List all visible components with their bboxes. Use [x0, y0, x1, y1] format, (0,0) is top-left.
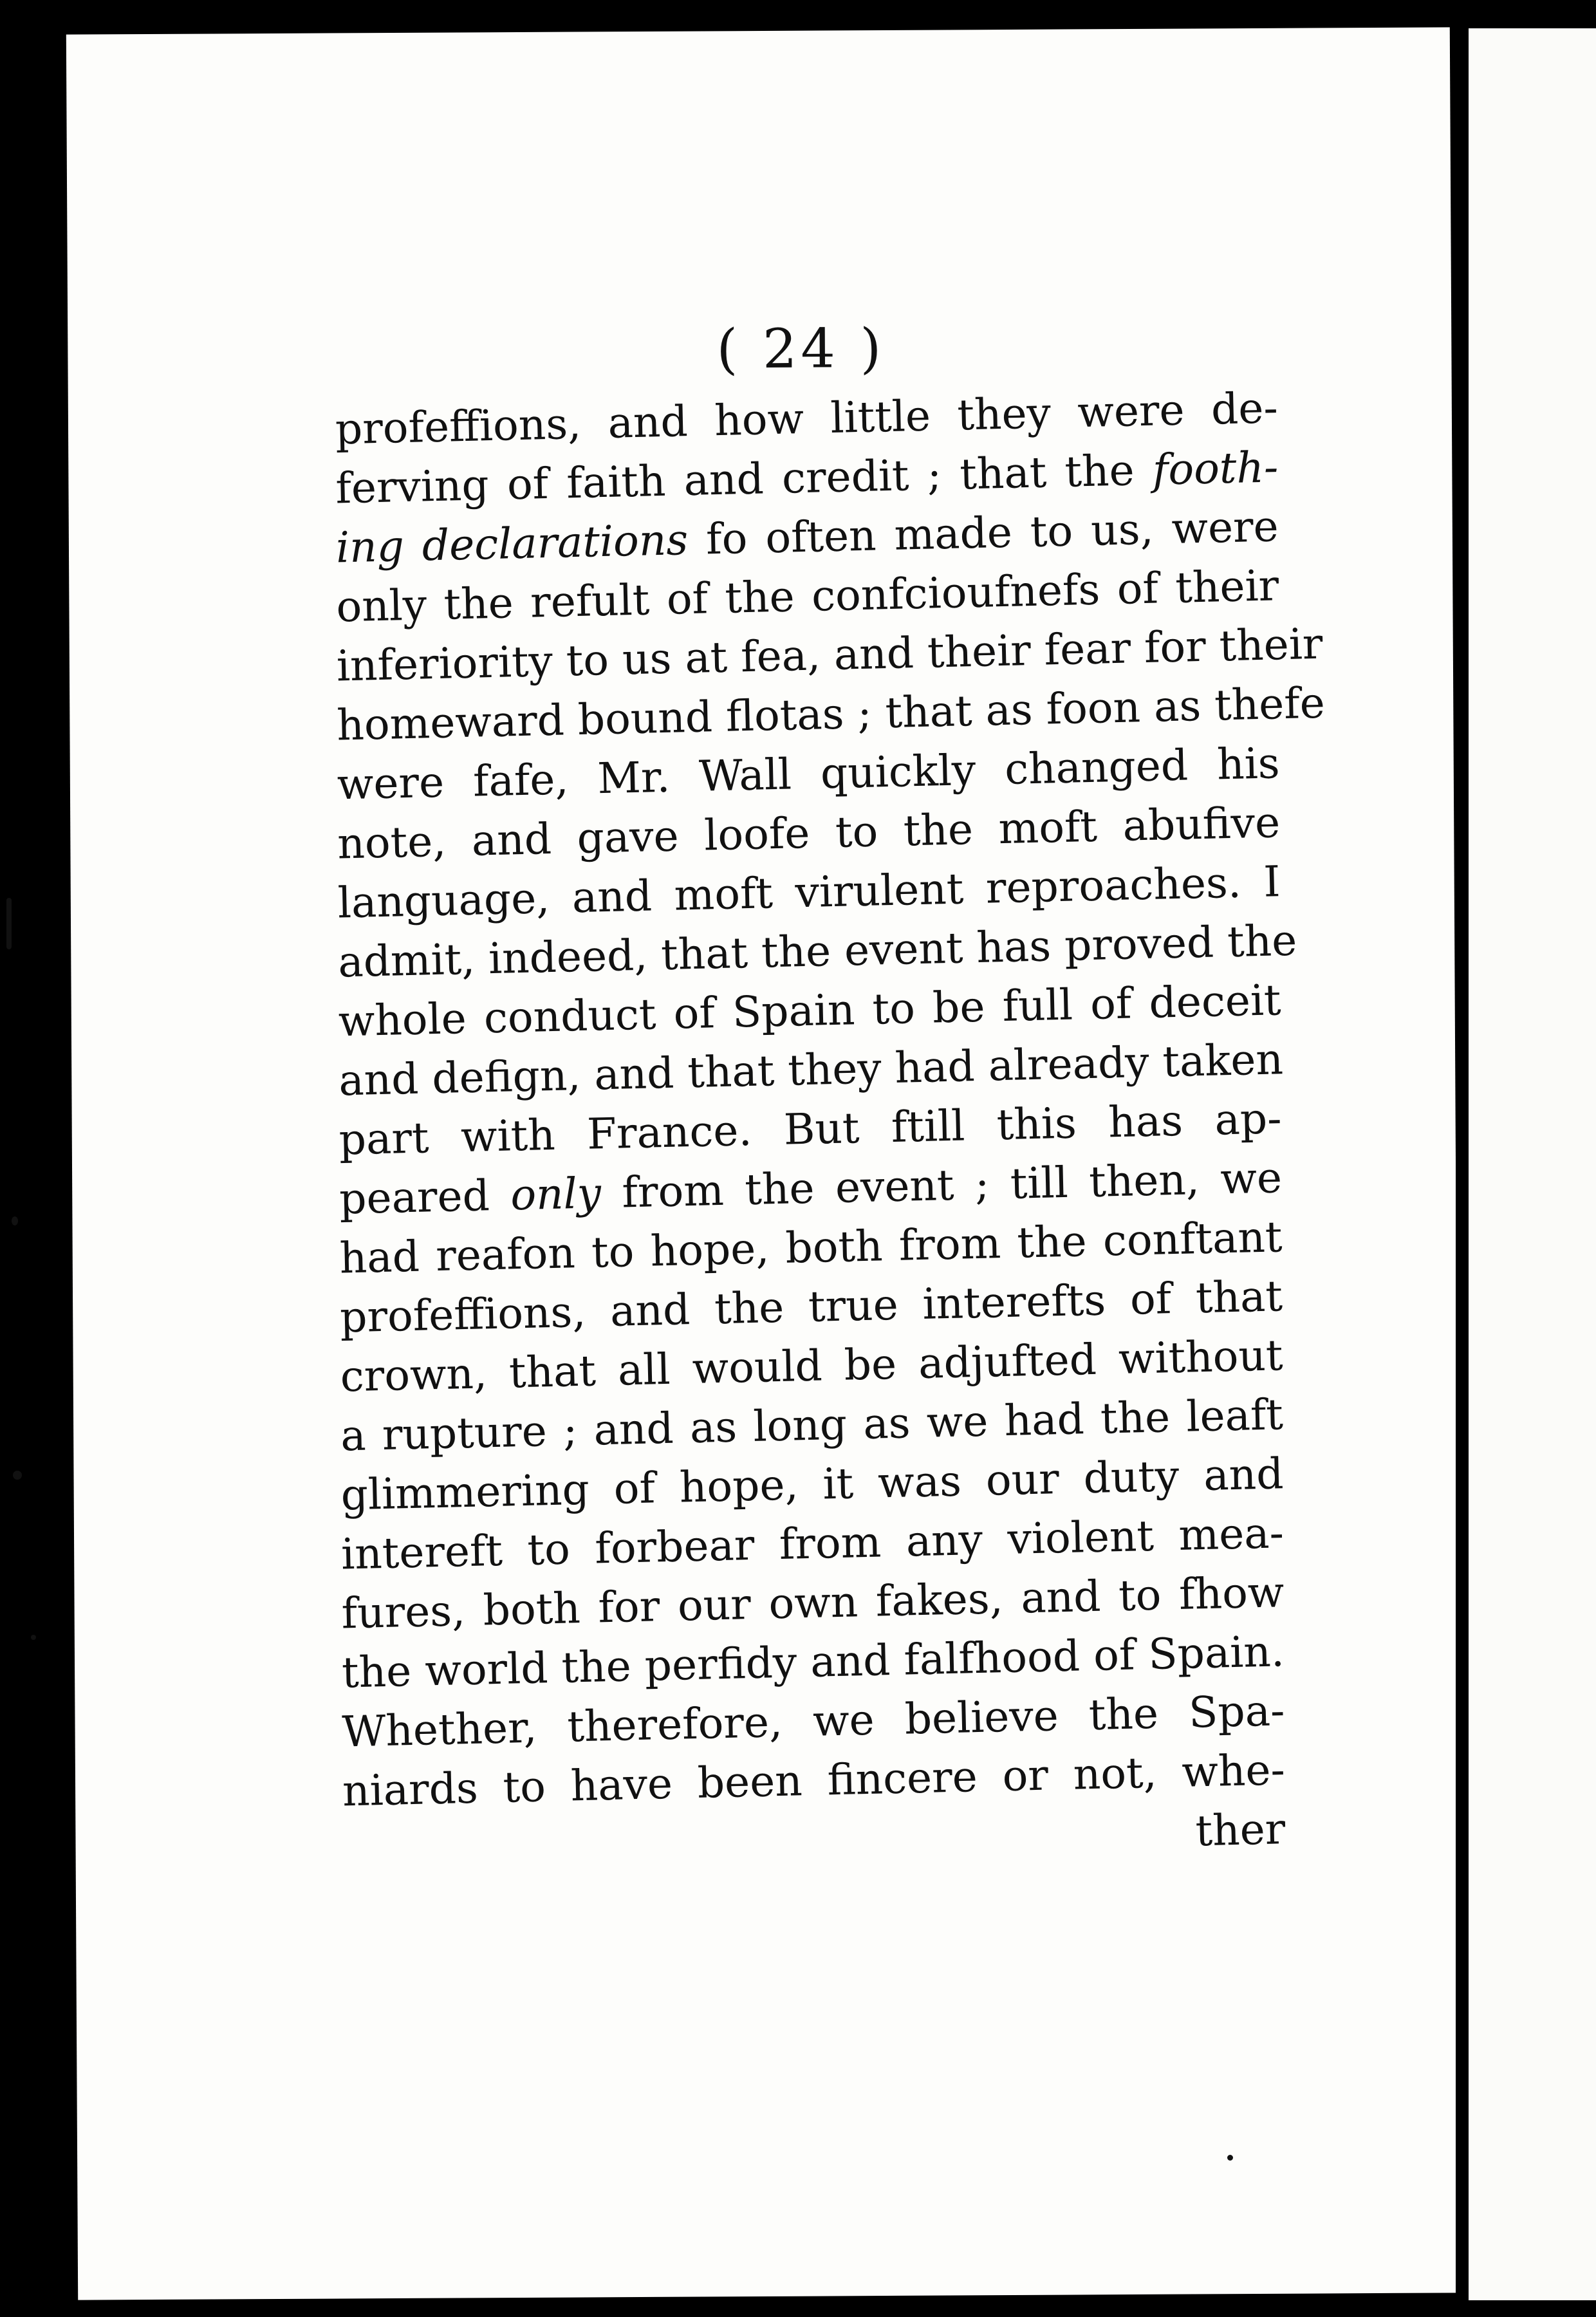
scan-speck — [31, 1635, 36, 1640]
text-line: language, and moft virulent reproaches. I — [337, 857, 1281, 928]
italic-text-run: footh- — [1152, 442, 1279, 495]
text-line: homeward bound flotas ; that as foon as thefe — [336, 678, 1326, 750]
text-line: whole conduct of Spain to be full of deceit — [337, 975, 1282, 1047]
text-run: peared — [339, 1170, 512, 1224]
text-run: from the event ; till then, we — [600, 1153, 1283, 1218]
text-line: part with France. But ftill this has ap- — [338, 1093, 1283, 1165]
text-line: a rupture ; and as long as we had the leaft — [340, 1390, 1284, 1461]
text-line: inferiority to us at fea, and their fear for their — [336, 619, 1324, 691]
text-line: glimmering of hope, it was our duty and — [340, 1449, 1285, 1520]
scan-speck — [12, 1216, 18, 1225]
facing-page-edge — [1469, 28, 1596, 2300]
text-run: ferving of faith and credit ; that the — [335, 445, 1153, 514]
text-line: Whether, therefore, we believe the Spa- — [341, 1686, 1286, 1757]
page-number: ( 24 ) — [716, 316, 886, 381]
text-line: had reafon to hope, both from the conftant — [339, 1212, 1283, 1283]
italic-text-run: ing declarations — [335, 515, 689, 573]
text-line: the world the perfidy and falfhood of Spain. — [341, 1626, 1285, 1698]
text-line: profeffions, and the true interefts of that — [339, 1271, 1283, 1343]
text-line: were fafe, Mr. Wall quickly changed his — [337, 738, 1281, 810]
text-line: admit, indeed, that the event has proved the — [337, 915, 1298, 987]
scan-speck — [1227, 2155, 1233, 2161]
italic-text-run: only — [510, 1168, 602, 1220]
text-line: profeffions, and how little they were de- — [335, 383, 1279, 454]
book-page — [66, 27, 1461, 2300]
body-text — [335, 383, 1326, 1881]
text-line: fures, both for our own fakes, and to fhow — [340, 1567, 1285, 1639]
scan-speck — [6, 898, 12, 949]
text-line: niards to have been fincere or not, whe- — [342, 1745, 1286, 1816]
scan-speck — [13, 1471, 22, 1480]
text-run: fo often made to us, were — [687, 501, 1279, 565]
text-line: crown, that all would be adjufted without — [339, 1330, 1284, 1402]
text-line: intereft to forbear from any violent mea- — [340, 1508, 1285, 1579]
text-line: note, and gave loofe to the moft abufive — [337, 797, 1281, 869]
text-line: ther — [1194, 1804, 1286, 1856]
page-gutter — [1456, 0, 1469, 2317]
text-line: and defign, and that they had already taken — [338, 1034, 1284, 1106]
text-line: only the refult of the confcioufnefs of their — [335, 561, 1279, 632]
